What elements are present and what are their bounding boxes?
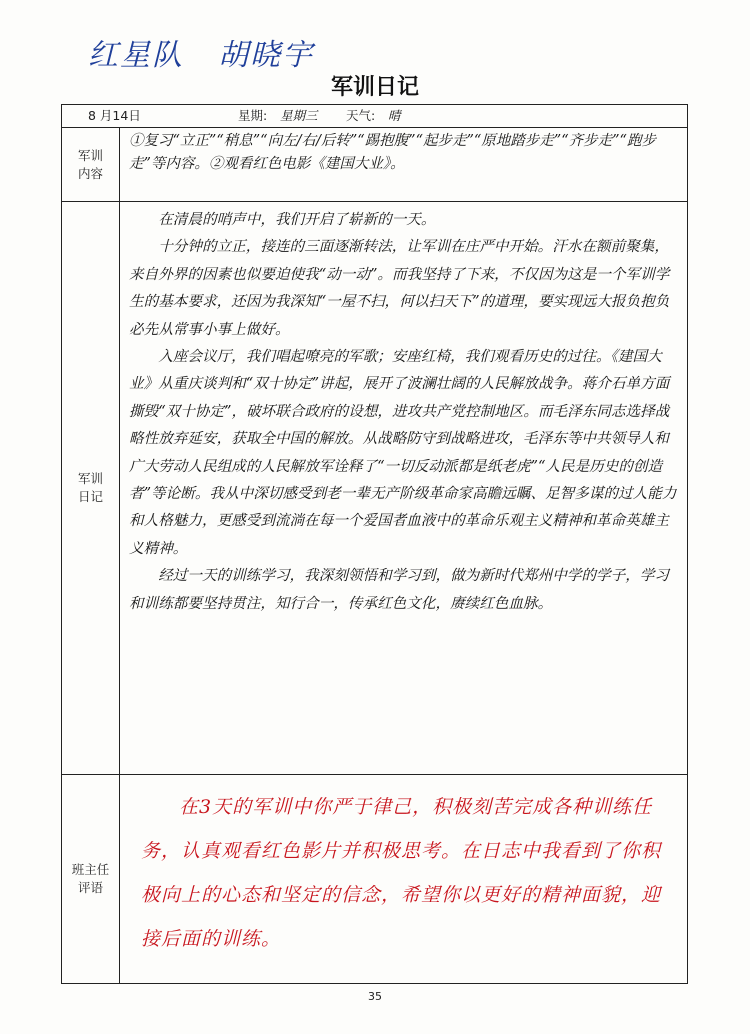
training-diary-label-text: 军训 日记: [77, 471, 103, 504]
page-number: 35: [368, 990, 382, 1003]
training-diary-label: [62, 202, 120, 774]
training-diary-row: [62, 201, 687, 774]
training-content-label-text: 军训 内容: [77, 147, 103, 181]
comment-paragraph: 在3天的军训中你严于律己，积极刻苦完成各种训练任务，认真观看红色影片并积极思考。在日志中我看到了你积极向上的心态和坚定的信念，希望你以更好的精神面貌，迎接后面的训练。: [141, 796, 662, 950]
weekday-value: 星期三: [280, 108, 318, 123]
handwritten-team-and-name: [88, 30, 348, 74]
diary-paragraph: 入座会议厅，我们唱起嘹亮的军歌；安座红椅，我们观看历史的过往。《建国大业》从重庆谈判和“双十协定”讲起，展开了波澜壮阔的人民解放战争。蒋介石单方面撕毁“双十协定”，破坏联合政府的设想，进攻共产党控制地区。而毛泽东同志选择战略性放弃延安，获取全中国的解放。从战略防守到战略进攻，毛泽东等中共领导人和广大劳动人民组成的人民解放军诠释了“一切反动派都是纸老虎”“人民是历史的创造者”等论断。我从中深切感受到老一辈无产阶级革命家高瞻远瞩、足智多谋的过人能力和人格魅力，更感受到流淌在每一个爱国者血液中的革命乐观主义精神和革命英雄主义精神。: [129, 348, 677, 557]
weather-value: 晴: [388, 108, 401, 123]
date-value: 8 月14日: [88, 108, 141, 123]
teacher-comment-text: [119, 775, 687, 961]
date-row: [62, 105, 687, 127]
diary-paragraph: 在清晨的哨声中，我们开启了崭新的一天。: [158, 211, 436, 228]
training-content-row: [62, 127, 687, 201]
training-content-text: ①复习“立正”“稍息”“向左/右/后转”“踢抱腹”“起步走”“原地踏步走”“齐步走”“跑步走”等内容。②观看红色电影《建国大业》。: [129, 133, 656, 172]
teacher-comment-row: [62, 774, 687, 983]
diary-paragraph: 十分钟的立正，接连的三面逐渐转法，让军训在庄严中开始。汗水在额前聚集，来自外界的因素也似要迫使我“动一动”。而我坚持了下来，不仅因为这是一个军训学生的基本要求，还因为我深知“一屋不扫，何以扫天下”的道理，要实现远大报负抱负必先从常事小事上做好。: [129, 238, 670, 338]
team-name: 红星队: [88, 38, 184, 73]
diary-form: [61, 104, 688, 984]
weekday-label: 星期:: [238, 108, 268, 123]
teacher-comment-label-text: 班主任 评语: [71, 862, 110, 895]
page-title: 军训日记: [330, 75, 419, 100]
training-content-label: [62, 128, 120, 201]
weather-label: 天气:: [346, 108, 376, 123]
training-diary-text: [129, 204, 679, 617]
student-name: 胡晓宇: [218, 38, 314, 73]
diary-paragraph: 经过一天的训练学习，我深刻领悟和学习到，做为新时代郑州中学的学子，学习和训练都要坚持贯注，知行合一，传承红色文化，赓续红色血脉。: [129, 567, 669, 612]
teacher-comment-label: [62, 775, 120, 983]
